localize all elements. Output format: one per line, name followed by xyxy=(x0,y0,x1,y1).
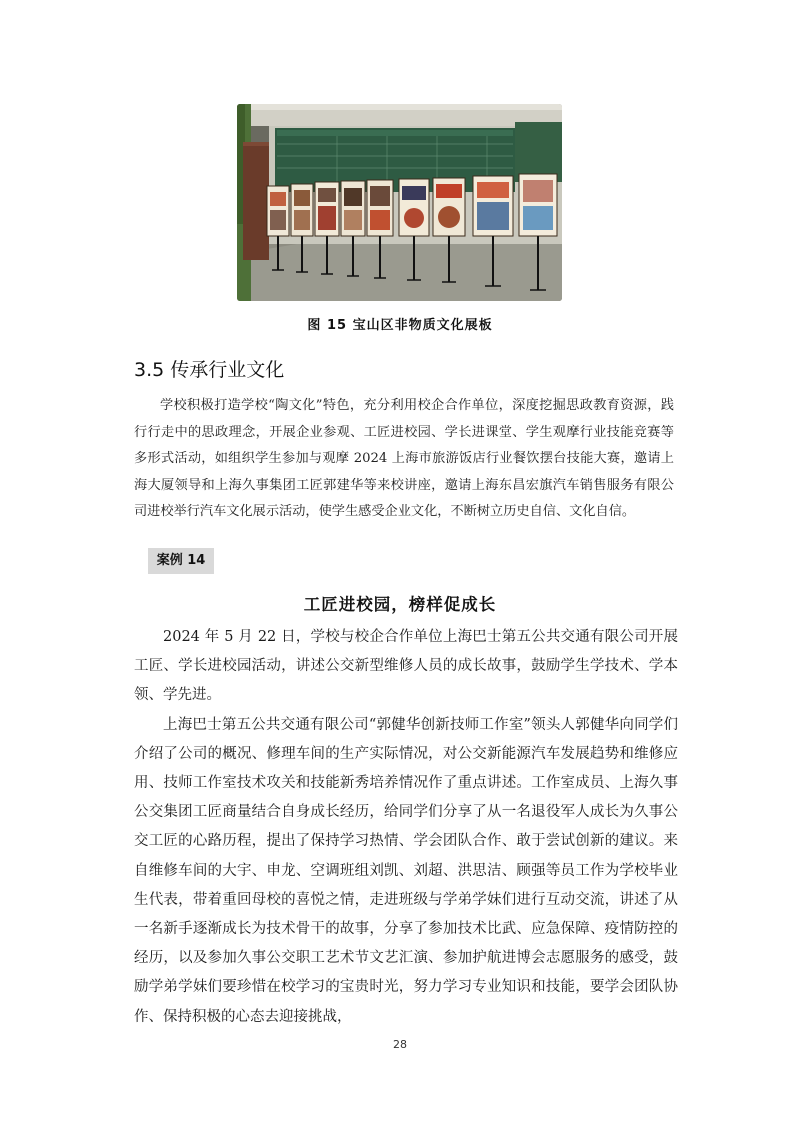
page-number: 28 xyxy=(393,1038,407,1051)
exhibition-photo xyxy=(237,104,562,301)
case-title: 工匠进校园，榜样促成长 xyxy=(303,595,497,614)
case-badge: 案例 14 xyxy=(148,548,214,574)
case-paragraph-1: 2024 年 5 月 22 日，学校与校企合作单位上海巴士第五公共交通有限公司开展工匠、学长进校园活动，讲述公交新型维修人员的成长故事，鼓励学生学技术、学本领、学先进。 xyxy=(134,629,678,704)
section-heading: 3.5 传承行业文化 xyxy=(134,359,285,381)
case-paragraph-2: 上海巴士第五公共交通有限公司“郭健华创新技师工作室”领头人郭健华向同学们介绍了公司的概况、修理车间的生产实际情况，对公交新能源汽车发展趋势和维修应用、技师工作室技术攻关和技能新秀培养情况作了重点讲述。工作室成员、上海久事公交集团工匠商量结合自身成长经历，给同学们分享了从一名退役军人成长为久事公交工匠的心路历程，提出了保持学习热情、学会团队合作、敢于尝试创新的建议。来自维修车间的大宇、申龙、空调班组刘凯、刘超、洪思洁、顾强等员工作为学校毕业生代表，带着重回母校的喜悦之情，走进班级与学弟学妹们进行互动交流，讲述了从一名新手逐渐成长为技术骨干的故事，分享了参加技术比武、应急保障、疫情防控的经历，以及参加久事公交职工艺术节文艺汇演、参加护航进博会志愿服务的感受，鼓励学弟学妹们要珍惜在校学习的宝贵时光，努力学习专业知识和技能，要学会团队协作、保持积极的心态去迎接挑战， xyxy=(134,716,678,1025)
figure-caption: 图 15 宝山区非物质文化展板 xyxy=(307,318,493,333)
case-body xyxy=(134,623,678,1032)
section-body xyxy=(134,393,674,526)
exhibition-board-illustration xyxy=(237,104,562,301)
section-paragraph: 学校积极打造学校“陶文化”特色，充分利用校企合作单位，深度挖掘思政教育资源，践行行走中的思政理念，开展企业参观、工匠进校园、学长进课堂、学生观摩行业技能竞赛等多形式活动，如组织学生参加与观摩 2024 上海市旅游饭店行业餐饮摆台技能大赛，邀请上海大厦领导和上海久事集团工匠郭建华等来校讲座，邀请上海东昌宏旗汽车销售服务有限公司进校举行汽车文化展示活动，使学生感受企业文化，不断树立历史自信、文化自信。 xyxy=(134,398,674,519)
